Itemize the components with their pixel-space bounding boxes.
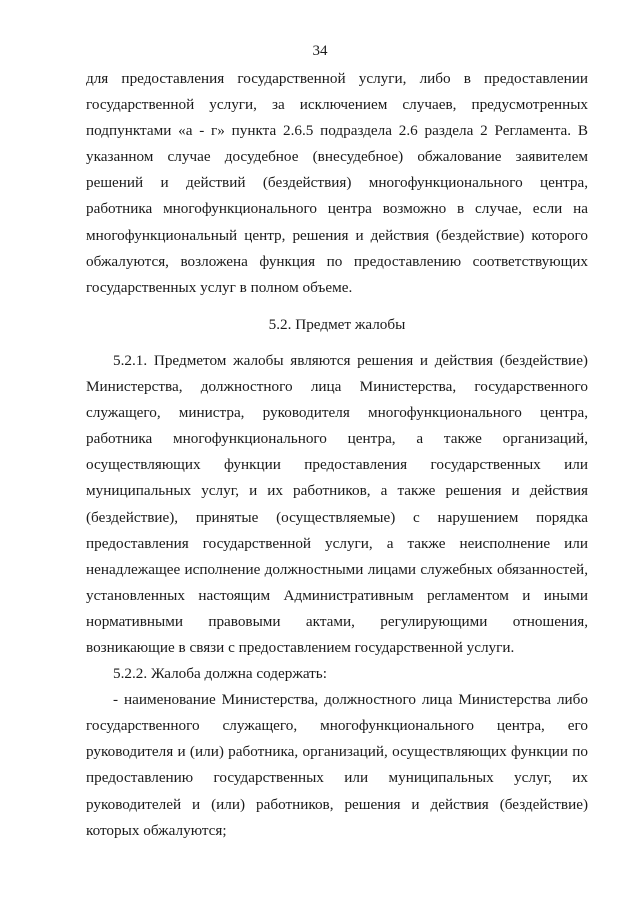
continuation-paragraph: для предоставления государственной услуги, либо в предоставлении государственной услуги, за исключением случаев, предусмотренных подпунктами «а - г» пункта 2.6.5 подраздела 2.6 раздела 2 Регламента. В указанном случае досудебное (внесудебное) обжалование заявителем решений и действий (бездействия) многофункционального центра, работника многофункционального центра возможно в случае, если на многофункциональный центр, решения и действия (бездействие) которого обжалуются, возложена функция по предоставлению соответствующих государственных услуг в полном объеме. bbox=[86, 70, 588, 296]
paragraph-5-2-1: 5.2.1. Предметом жалобы являются решения и действия (бездействие) Министерства, должностного лица Министерства, государственного служащего, министра, руководителя многофункционального центра, работника многофункционального центра, а также организаций, осуществляющих функции предоставления государственных или муниципальных услуг, и их работников, а также решения и действия (бездействие), принятые (осуществляемые) с нарушением порядка предоставления государственной услуги, а также неисполнение или ненадлежащее исполнение должностными лицами служебных обязанностей, установленных настоящим Административным регламентом и иными нормативными правовыми актами, регулирующими отношения, возникающие в связи с предоставлением государственной услуги. bbox=[86, 351, 588, 656]
document-body bbox=[86, 66, 588, 844]
section-heading: 5.2. Предмет жалобы bbox=[268, 315, 406, 333]
list-item-complaint-content: - наименование Министерства, должностного лица Министерства либо государственного служащего, многофункционального центра, его руководителя и (или) работника, организаций, осуществляющих функции по предоставлению государственных или муниципальных услуг, их руководителей и (или) работников, решения и действия (бездействие) которых обжалуются; bbox=[86, 691, 588, 839]
paragraph-5-2-2: 5.2.2. Жалоба должна содержать: bbox=[113, 665, 327, 683]
page-number: 34 bbox=[312, 43, 328, 59]
